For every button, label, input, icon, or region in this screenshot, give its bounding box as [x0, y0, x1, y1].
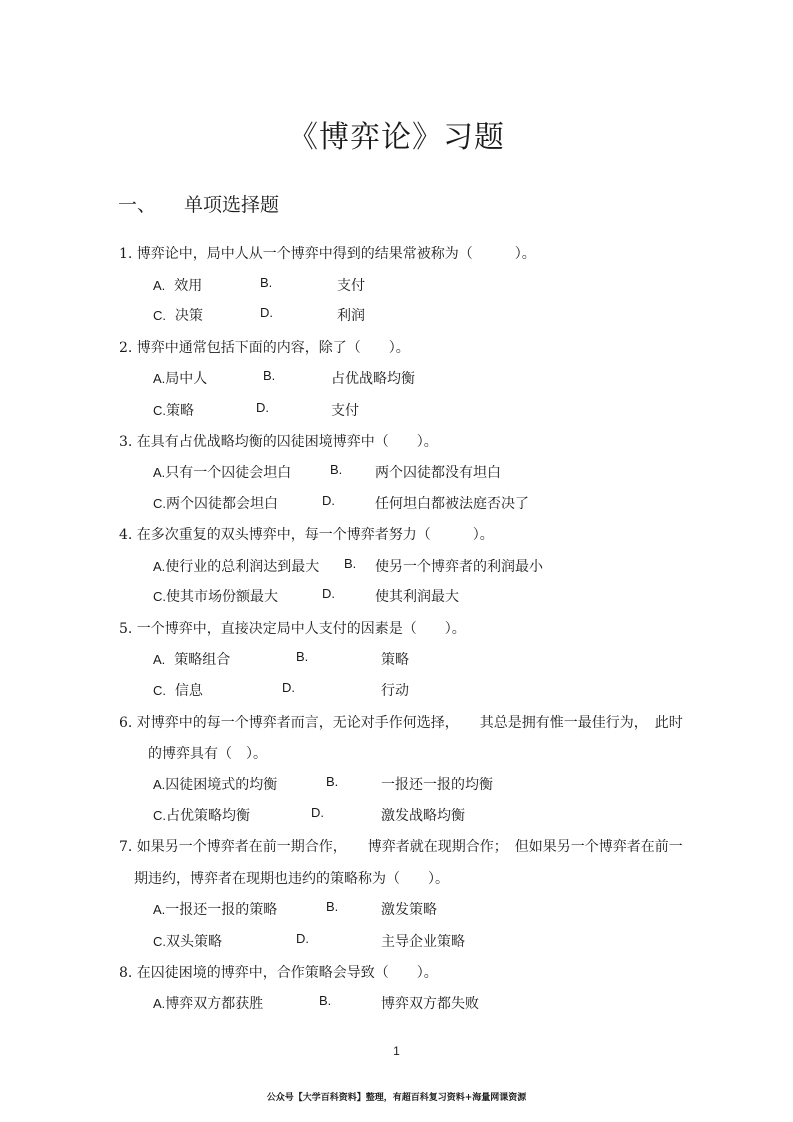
option-b: B. [344, 556, 357, 571]
option-d: D. [322, 586, 335, 601]
option-d: D. [256, 400, 269, 415]
option-b: B. [319, 993, 332, 1008]
question-2: 2. 博弈中通常包括下面的内容，除了（ ）。 [119, 340, 410, 356]
option-b-text: 使另一个博弈者的利润最小 [375, 559, 543, 575]
question-8: 8. 在囚徒困境的博弈中，合作策略会导致（ ）。 [119, 965, 438, 981]
option-b-text: 博弈双方都失败 [381, 996, 479, 1012]
option-d-text: 激发战略均衡 [381, 808, 465, 824]
option-d-text: 支付 [331, 403, 359, 419]
question-4: 4. 在多次重复的双头博弈中，每一个博弈者努力（ ）。 [119, 527, 494, 543]
option-c: C.双头策略 [153, 934, 222, 950]
section-number: 一、 [118, 194, 157, 216]
option-d: D. [322, 493, 335, 508]
question-6: 6. 对博弈中的每一个博弈者而言，无论对手作何选择， 其总是拥有惟一最佳行为， 此时 [119, 715, 683, 731]
option-c: C.策略 [153, 403, 194, 419]
section-label: 单项选择题 [184, 194, 280, 216]
option-c: C. 信息 [153, 683, 203, 699]
option-b: B. [330, 462, 343, 477]
option-a: A.只有一个囚徒会坦白 [153, 465, 292, 481]
option-a: A. 策略组合 [153, 652, 231, 668]
option-d-text: 任何坦白都被法庭否决了 [375, 496, 529, 512]
option-b: B. [263, 368, 276, 383]
option-c: C. 决策 [153, 308, 203, 324]
option-d-text: 利润 [337, 308, 365, 324]
option-b: B. [296, 649, 309, 664]
option-a: A. 效用 [153, 278, 203, 294]
option-d: D. [260, 305, 273, 320]
option-c: C.占优策略均衡 [153, 808, 250, 824]
page-number: 1 [393, 1044, 400, 1058]
option-d: D. [311, 805, 324, 820]
option-b-text: 占优战略均衡 [331, 371, 415, 387]
option-b: B. [260, 275, 273, 290]
option-b-text: 激发策略 [381, 902, 437, 918]
option-b-text: 支付 [337, 278, 365, 294]
question-3: 3. 在具有占优战略均衡的囚徒困境博弈中（ ）。 [119, 434, 438, 450]
question-5: 5. 一个博弈中，直接决定局中人支付的因素是（ ）。 [119, 621, 466, 637]
option-b-text: 策略 [381, 652, 409, 668]
question-7: 7. 如果另一个博弈者在前一期合作， 博弈者就在现期合作； 但如果另一个博弈者在前一 [119, 839, 683, 855]
question-1: 1. 博弈论中，局中人从一个博弈中得到的结果常被称为（ ）。 [119, 246, 536, 262]
option-c: C.两个囚徒都会坦白 [153, 496, 278, 512]
option-d: D. [296, 931, 309, 946]
option-a: A.囚徒困境式的均衡 [153, 777, 278, 793]
section-heading [118, 190, 279, 217]
option-a: A.局中人 [153, 371, 208, 387]
footer-note: 公众号【大学百科资料】整理，有超百科复习资料+海量网课资源 [266, 1093, 527, 1103]
option-d-text: 使其利润最大 [375, 589, 459, 605]
option-b: B. [326, 774, 339, 789]
option-b-text: 一报还一报的均衡 [381, 777, 493, 793]
question-6-continued: 的博弈具有（ ）。 [148, 746, 267, 762]
option-a: A.博弈双方都获胜 [153, 996, 264, 1012]
option-c: C.使其市场份额最大 [153, 589, 278, 605]
option-d-text: 主导企业策略 [381, 934, 465, 950]
option-a: A.使行业的总利润达到最大 [153, 559, 320, 575]
option-b-text: 两个囚徒都没有坦白 [375, 465, 501, 481]
option-a: A.一报还一报的策略 [153, 902, 278, 918]
option-d: D. [282, 680, 295, 695]
question-7-continued: 期违约，博弈者在现期也违约的策略称为（ ）。 [134, 871, 449, 887]
option-d-text: 行动 [381, 683, 409, 699]
document-title: 《博弈论》习题 [288, 120, 505, 155]
option-b: B. [326, 899, 339, 914]
